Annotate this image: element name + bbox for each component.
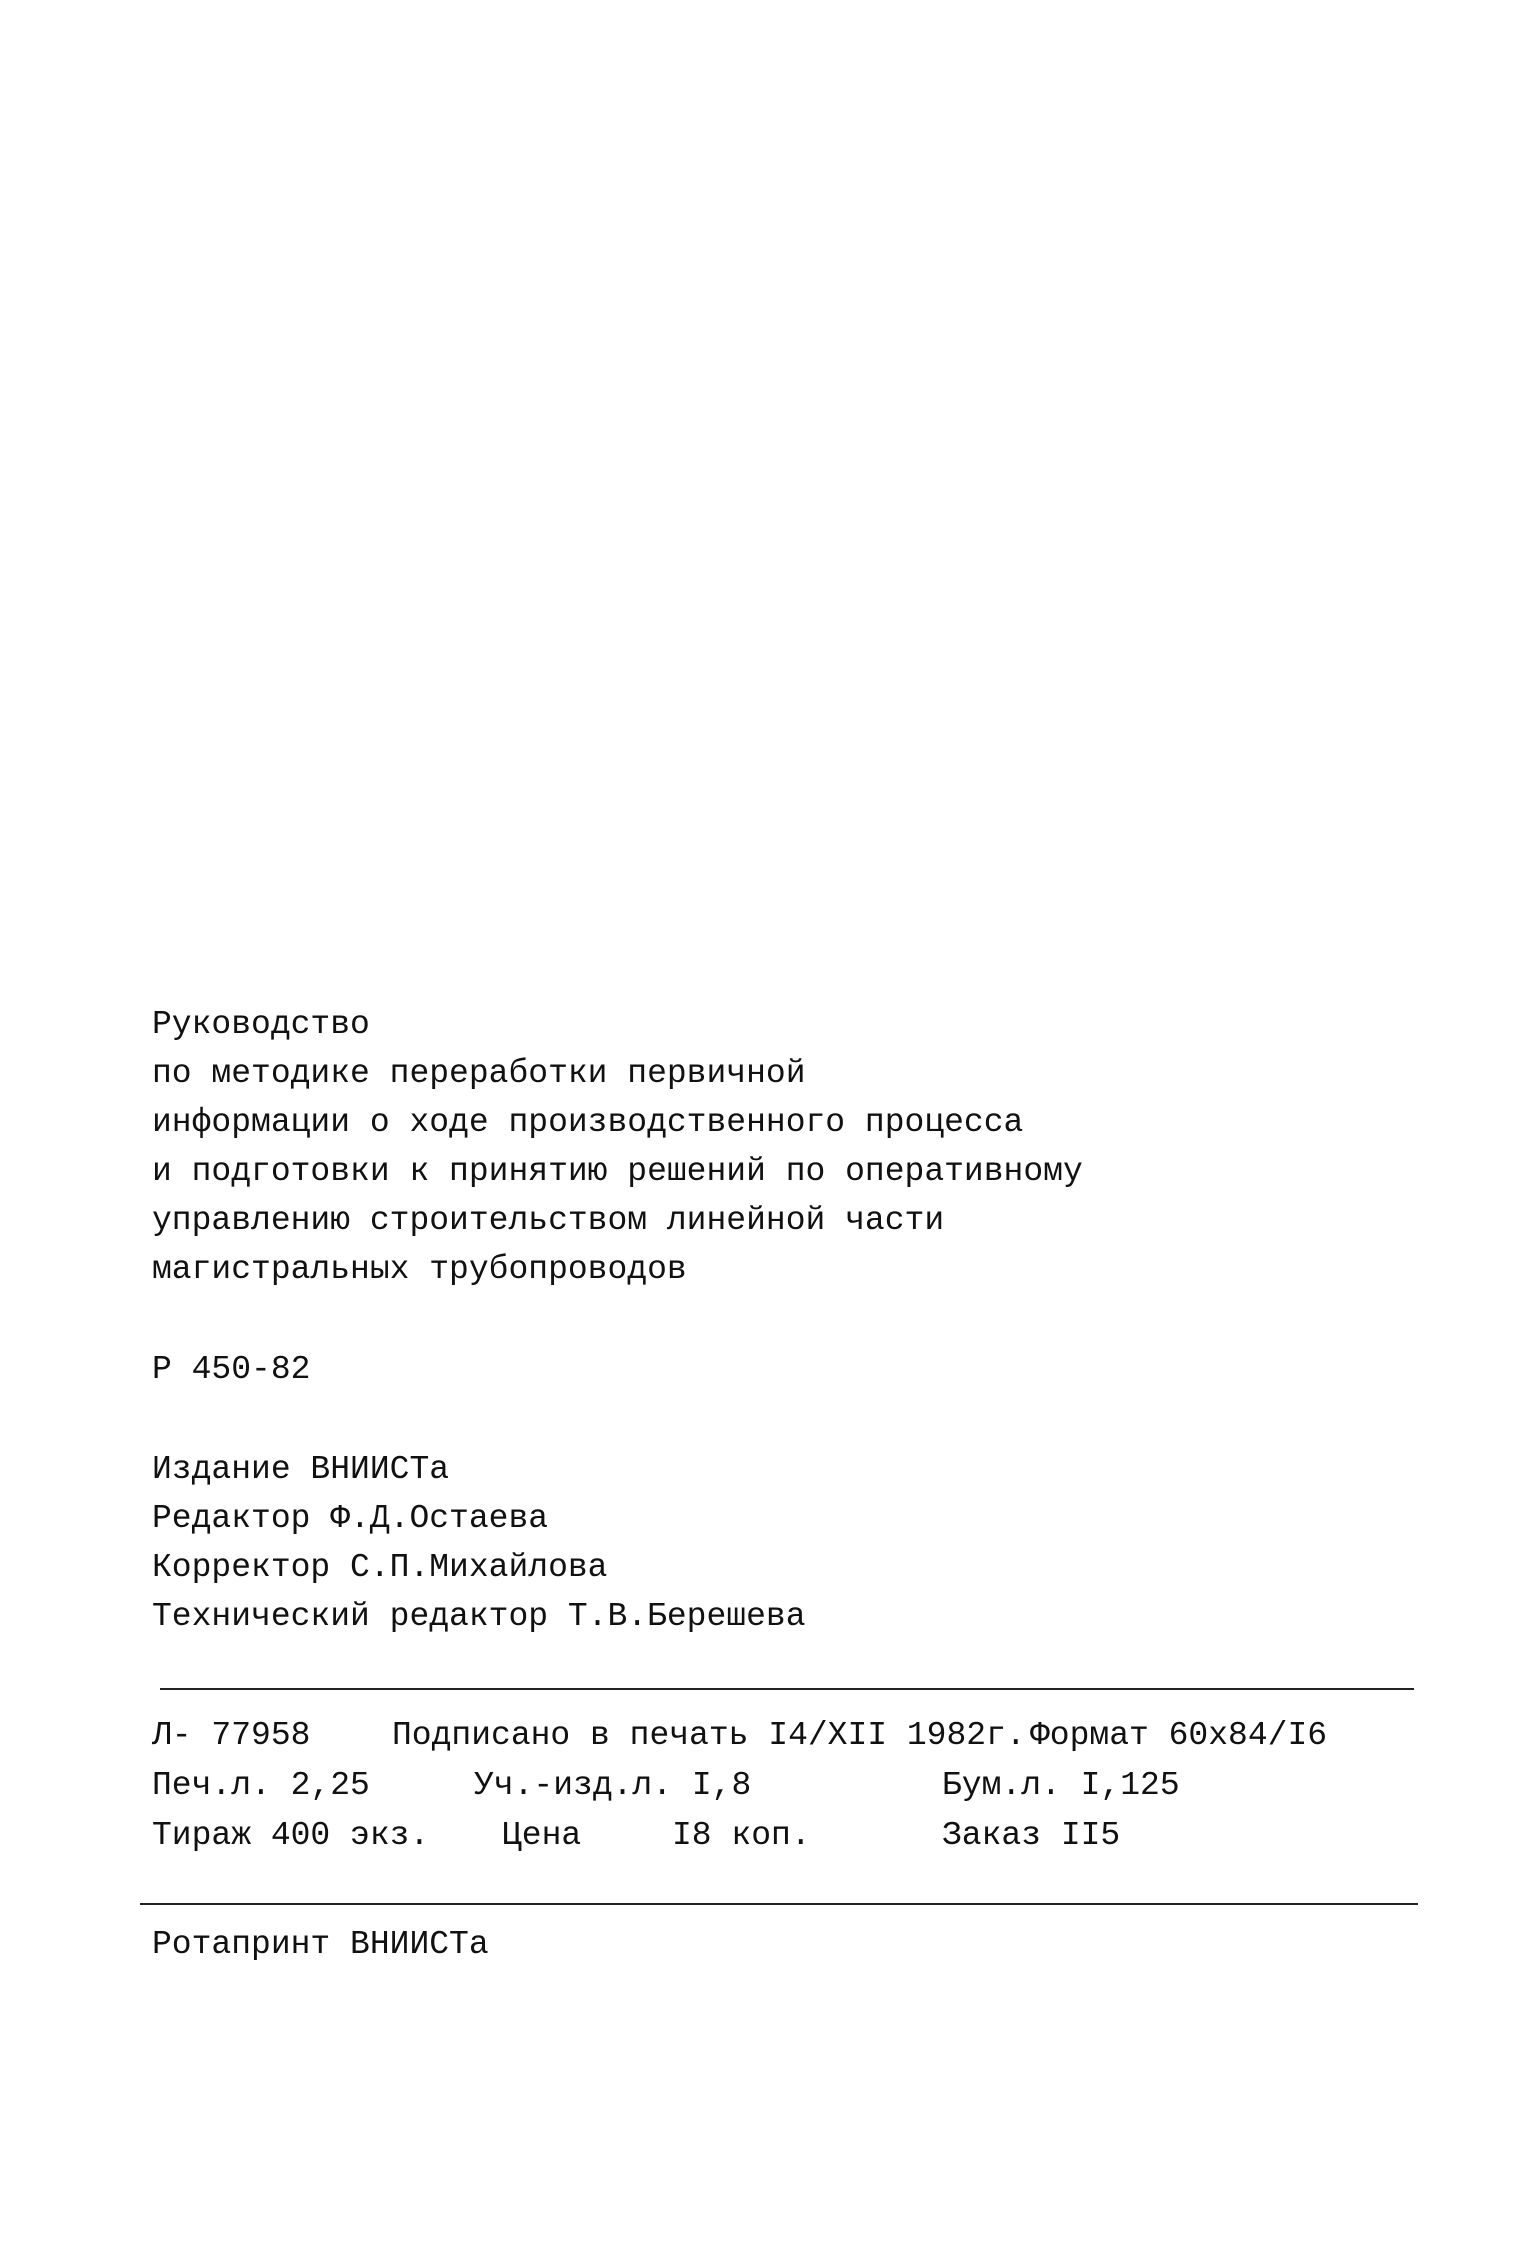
credits-block (152, 1445, 1352, 1641)
price-value: I8 коп. (672, 1817, 811, 1854)
edit-sheets: Уч.-изд.л. I,8 (474, 1767, 752, 1804)
document-code: Р 450-82 (152, 1351, 311, 1388)
paper-format: Формат 60x84/I6 (1030, 1717, 1328, 1754)
title-line-1: Руководство (152, 1006, 370, 1043)
title-block (152, 1000, 1352, 1294)
imprint-block (152, 1712, 1412, 1872)
paper-sheets: Бум.л. I,125 (942, 1767, 1180, 1804)
order-number: Заказ II5 (942, 1817, 1121, 1854)
editor-line: Редактор Ф.Д.Остаева (152, 1500, 549, 1537)
publisher-line: Издание ВНИИСТа (152, 1451, 450, 1488)
title-line-5: управлению строительством линейной части (152, 1202, 945, 1239)
license-number: Л- 77958 (152, 1717, 311, 1754)
title-line-6: магистральных трубопроводов (152, 1251, 687, 1288)
corrector-line: Корректор С.П.Михайлова (152, 1549, 608, 1586)
print-sheets: Печ.л. 2,25 (152, 1767, 370, 1804)
printer-line: Ротапринт ВНИИСТа (152, 1926, 489, 1963)
title-line-3: информации о ходе производственного процесса (152, 1104, 1024, 1141)
bottom-divider (140, 1903, 1418, 1905)
price-label: Цена (502, 1817, 582, 1854)
print-run: Тираж 400 экз. (152, 1817, 430, 1854)
signed-to-print: Подписано в печать I4/XII 1982г. (392, 1717, 1026, 1754)
title-line-2: по методике переработки первичной (152, 1055, 806, 1092)
tech-editor-line: Технический редактор Т.В.Берешева (152, 1598, 806, 1635)
title-line-4: и подготовки к принятию решений по оперативному (152, 1153, 1083, 1190)
top-divider (160, 1688, 1414, 1690)
